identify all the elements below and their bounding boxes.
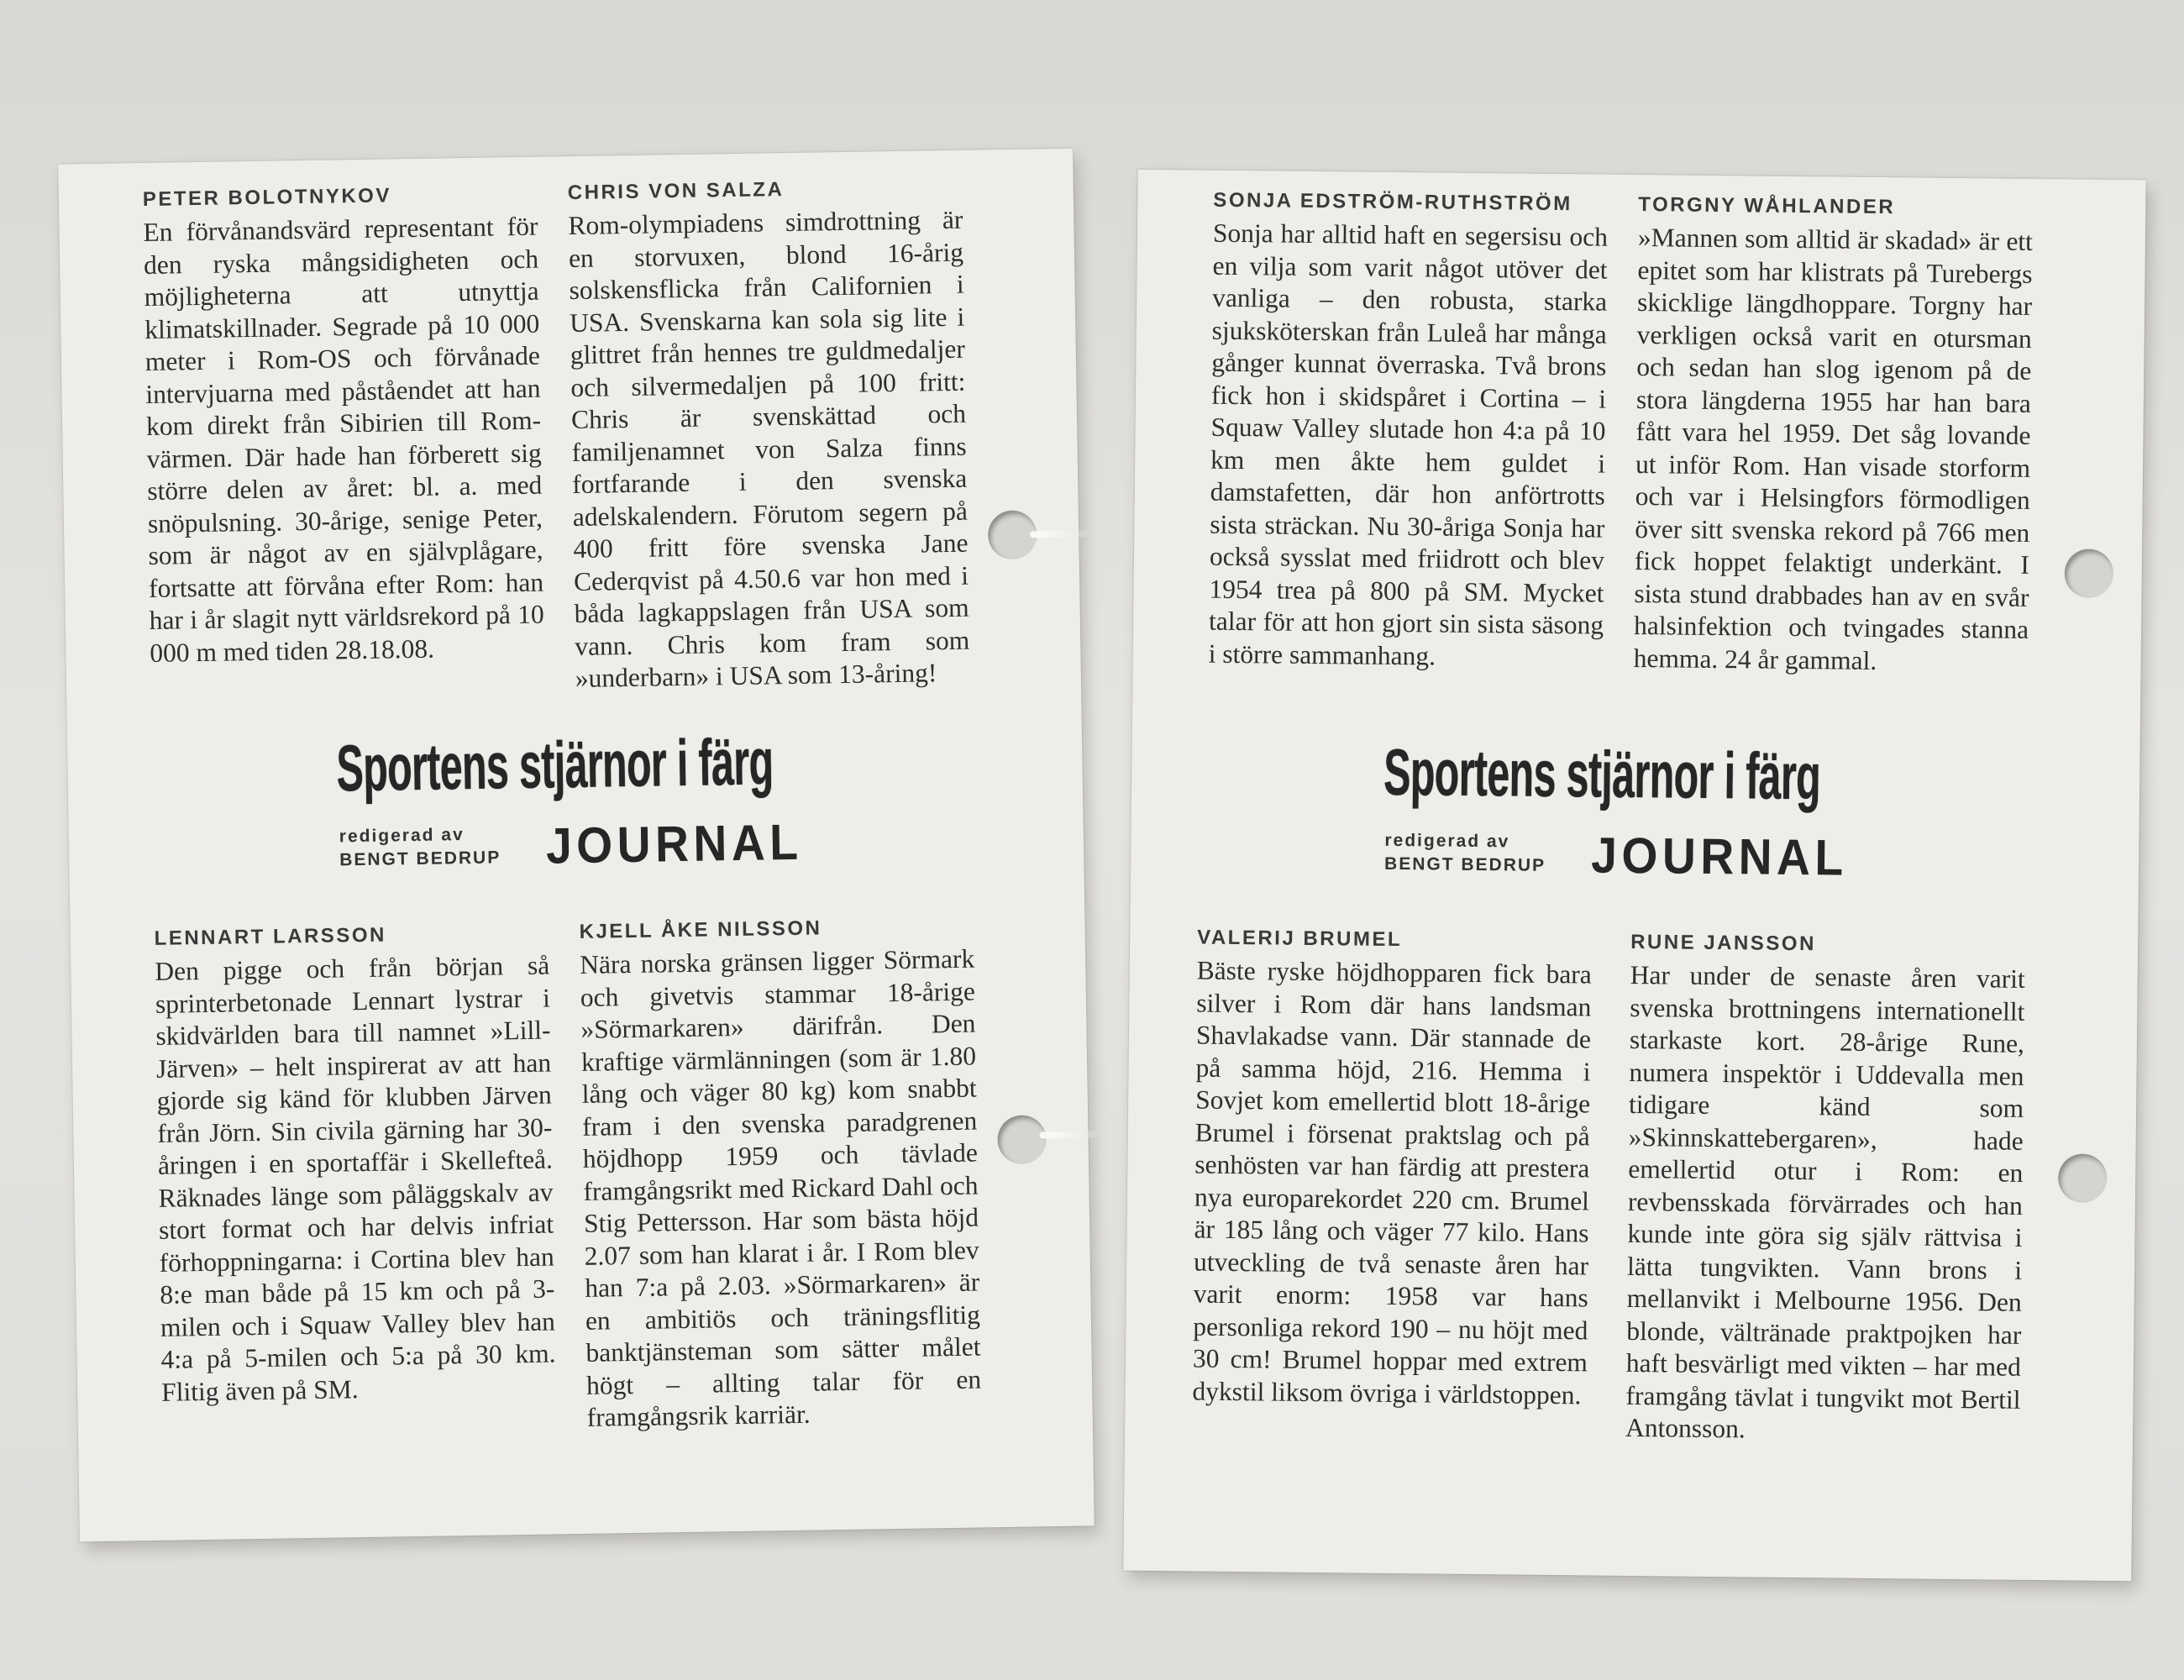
bio-name: RUNE JANSSON <box>1630 930 1816 956</box>
bio-rune-jansson <box>1625 931 2025 1448</box>
paper-tear <box>1039 1131 1098 1138</box>
bio-name: PETER BOLOTNYKOV <box>142 184 392 212</box>
masthead-magazine: JOURNAL <box>1590 827 1849 886</box>
bio-name: CHRIS VON SALZA <box>567 178 785 205</box>
masthead-editor <box>1384 829 1546 878</box>
bio-torgny-wahlander <box>1634 193 2034 679</box>
punch-hole-lower <box>997 1115 1047 1164</box>
bio-text: Sonja har alltid haft en segersisu och en vilja som varit något utöver det vanliga – den robusta, starka sjuksköterskan från Luleå har många gånger kunnat överraska. Två brons fick hon i skidspåret i Cortina – i Squaw Valley slutade hon 4:a på 10 km men åkte hem guldet i damstafetten, där hon anförtrotts sista sträckan. Nu 30-åriga Sonja har också sysslat med friidrott och blev 1954 trea på 800 på SM. Mycket talar för att hon gjort sin sista säsong i större sammanhang. <box>1208 218 1609 671</box>
bio-text: Bäste ryske höjdhopparen fick bara silver i Rom där hans landsman Shavlakadse vann. Där stannade de på samma höjd, 216. Hemma i Sovjet kom emellertid blott 18-årige Brumel i försenat praktslag och på senhösten var han färdig att prestera nya europarekordet 220 cm. Brumel är 185 lång och väger 77 kilo. Hans utveckling de två senaste åren har varit enorm: 1958 var hans personliga rekord 190 – nu höjt med 30 cm! Brumel hoppar med extrem dykstil liksom övriga i världstoppen. <box>1192 955 1592 1410</box>
card-left <box>58 149 1095 1542</box>
bio-kjell-ake-nilsson <box>579 915 982 1435</box>
masthead-magazine: JOURNAL <box>545 813 803 874</box>
bio-sonja-edstrom-ruthstrom <box>1209 189 1609 675</box>
bio-text: Rom-olympiadens simdrottning är en storvuxen, blond 16-årig solskensflicka från Californien i USA. Svenskarna kan sola sig lite i glittret från hennes tre guldmedaljer och silvermedaljen på 100 fritt: Chris är svenskättad och familjenamnet von Salza finns fortfarande i den svenska adelskalendern. Förutom segern på 400 fritt före svenska Jane Cederqvist på 4.50.6 var hon med i båda lagkappslagen från USA som vann. Chris kom fram som »underbarn» i USA som 13-åring! <box>568 204 970 693</box>
punch-hole-upper <box>2064 549 2113 598</box>
punch-hole-lower <box>2058 1153 2108 1203</box>
bio-lennart-larsson <box>154 921 556 1409</box>
bio-text: En förvånandsvärd representant för den ryska mångsidigheten och möjligheterna att utnyttja klimatskillnader. Segrade på 10 000 meter i Rom-OS och förvånade intervjuarna med påståendet att han kom direkt från Sibirien till Rom-värmen. Där hade han förberett sig större delen av året: bl. a. med snöpulsning. 30-årige, senige Peter, som är något av en självplågare, fortsatte att förvåna efter Rom: han har i år slagit nytt världsrekord på 10 000 m med tiden 28.18.08. <box>143 211 544 668</box>
editor-line-1: redigerad av <box>339 825 465 847</box>
editor-line-2: BENGT BEDRUP <box>339 848 501 870</box>
bio-name: TORGNY WÅHLANDER <box>1638 193 1896 219</box>
bio-chris-von-salza <box>568 176 971 696</box>
bio-name: VALERIJ BRUMEL <box>1197 926 1403 952</box>
masthead <box>1383 734 1855 886</box>
bio-text: Har under de senaste åren varit svenska brottningens internationellt starkaste kort. 28-årige Rune, numera inspektör i Uddevalla men tidigare känd som »Skinnskattebergaren», hade emellertid otur i Rom: en revbensskada förvärrades och han kunde inte göra sig själv rättvisa i lätta tungvikten. Vann brons i mellanvikt i Melbourne 1956. Den blonde, vältränade praktpojken har haft besvärligt med vikten – har med framgång tävlat i tungvikt mot Bertil Antonsson. <box>1625 959 2025 1444</box>
editor-line-2: BENGT BEDRUP <box>1384 853 1546 875</box>
editor-line-1: redigerad av <box>1384 830 1510 852</box>
masthead-title: Sportens stjärnor i färg <box>1383 734 1821 814</box>
masthead <box>335 724 807 874</box>
bio-valerij-brumel <box>1192 927 1592 1412</box>
bio-text: Nära norska gränsen ligger Sörmark och givetvis stammar 18-årige »Sörmarkaren» därifrån. Den kraftige värmlänningen (som är 1.80 lång och väger 80 kg) kom snabbt fram i den svenska paradgrenen höjdhopp 1959 och tävlade framgångsrikt med Rickard Dahl och Stig Pettersson. Har som bästa höjd 2.07 som han klarat i år. I Rom blev han 7:a på 2.03. »Sörmarkaren» är en ambitiös och träningsflitig banktjänsteman som sätter målet högt – allting talar för en framgångsrik karriär. <box>579 943 982 1432</box>
bio-text: »Mannen som alltid är skadad» är ett epitet som har klistrats på Turebergs skicklige längdhoppare. Torgny har verkligen också varit en otursman och sedan han slog igenom på de stora längderna 1955 har han bara fått vara hel 1959. Det såg lovande ut inför Rom. Han visade storform och var i Helsingfors förmodligen över sitt svenska rekord på 766 men fick hoppet felaktigt underkänt. I sista stund drabbades han av en svår halsinfektion och tvingades stanna hemma. 24 år gammal. <box>1633 223 2034 675</box>
bio-name: KJELL ÅKE NILSSON <box>579 916 822 943</box>
bio-peter-bolotnykov <box>143 182 545 669</box>
paper-tear <box>1030 530 1089 538</box>
card-right <box>1123 170 2145 1581</box>
bio-text: Den pigge och från början så sprinterbetonade Lennart lystrar i skidvärlden bara till namnet »Lill-Järven» – helt inspirerat av att han gjorde sig känd för klubben Järven från Jörn. Sin civila gärning har 30-åringen i en sportaffär i Skellefteå. Räknades länge som påläggskalv av stort format och har delvis infriat förhoppningarna: i Cortina blev han 8:e man både på 15 km och på 3-milen och i Squaw Valley blev han 4:a på 5-milen och 5:a på 30 km. Flitig även på SM. <box>155 950 556 1407</box>
bio-name: SONJA EDSTRÖM-RUTHSTRÖM <box>1213 188 1572 216</box>
bio-name: LENNART LARSSON <box>154 923 387 950</box>
masthead-editor <box>339 822 501 872</box>
masthead-title: Sportens stjärnor i färg <box>335 724 774 806</box>
